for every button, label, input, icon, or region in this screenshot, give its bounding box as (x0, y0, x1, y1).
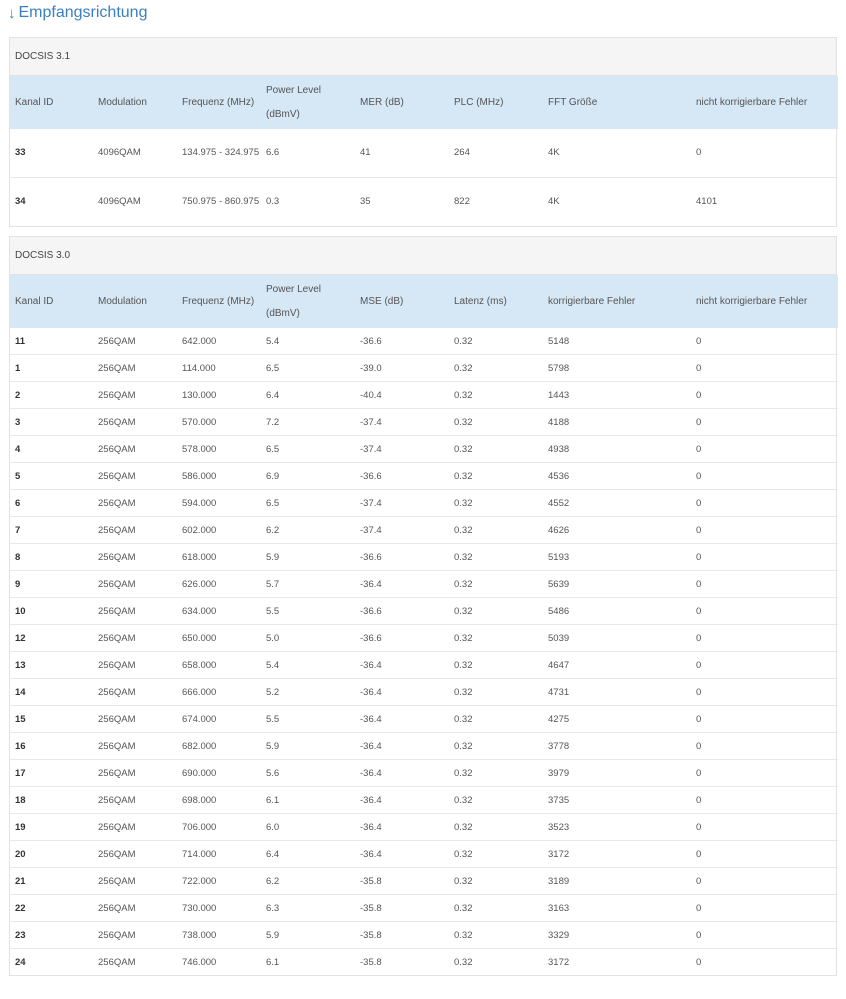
table-cell: 682.000 (177, 733, 261, 760)
table-cell: 4731 (543, 679, 691, 706)
docsis31-table (10, 76, 838, 226)
channel-id-cell: 2 (10, 382, 93, 409)
table-cell: 0 (691, 355, 838, 382)
table-cell: 0.32 (449, 652, 543, 679)
table-cell: 6.9 (261, 463, 355, 490)
column-header: MSE (dB) (355, 275, 449, 328)
table-row (10, 841, 838, 868)
table-cell: 698.000 (177, 787, 261, 814)
docsis30-panel (9, 236, 837, 976)
table-row (10, 625, 838, 652)
table-cell: 256QAM (93, 868, 177, 895)
table-cell: -36.6 (355, 625, 449, 652)
table-cell: 35 (360, 196, 371, 207)
table-row (10, 652, 838, 679)
table-cell: 0 (691, 571, 838, 598)
table-cell: 5039 (543, 625, 691, 652)
table-cell: 256QAM (93, 436, 177, 463)
table-cell: -35.8 (360, 956, 382, 968)
table-cell: 6.3 (261, 895, 355, 922)
section-heading-label: Empfangsrichtung (18, 4, 148, 21)
channel-id-cell: 20 (10, 841, 93, 868)
table-cell: 0 (691, 733, 838, 760)
table-row (10, 787, 838, 814)
column-header: Modulation (93, 76, 177, 129)
table-cell: -37.4 (355, 409, 449, 436)
table-cell: 0 (691, 706, 838, 733)
table-cell: 0.32 (449, 787, 543, 814)
table-cell: 256QAM (93, 598, 177, 625)
table-cell: 5.9 (261, 544, 355, 571)
channel-id-cell: 5 (10, 463, 93, 490)
table-cell: 0 (691, 922, 838, 949)
table-cell: 0 (691, 436, 838, 463)
table-cell: 0 (691, 463, 838, 490)
table-cell: 3172 (543, 841, 691, 868)
channel-id-cell: 11 (10, 328, 93, 355)
table-cell: 0 (691, 841, 838, 868)
table-cell: 3189 (543, 868, 691, 895)
table-row (10, 814, 838, 841)
table-cell: 256QAM (93, 787, 177, 814)
table-cell: 6.5 (261, 355, 355, 382)
column-header: MER (dB) (355, 76, 449, 129)
table-cell: 0.32 (454, 956, 473, 968)
table-cell: 714.000 (177, 841, 261, 868)
table-row (10, 922, 838, 949)
table-cell: 722.000 (177, 868, 261, 895)
table-cell: 256QAM (93, 544, 177, 571)
column-header: nicht korrigierbare Fehler (691, 275, 838, 328)
column-header: Power Level (dBmV) (261, 275, 355, 328)
table-cell: 5.6 (261, 760, 355, 787)
channel-id-cell: 23 (10, 922, 93, 949)
column-header: FFT Größe (543, 76, 691, 129)
table-cell: 4K (543, 129, 691, 178)
table-cell: 0 (691, 652, 838, 679)
channel-id-cell: 22 (10, 895, 93, 922)
table-cell: 650.000 (177, 625, 261, 652)
table-cell: 5.2 (261, 679, 355, 706)
table-cell: -36.4 (355, 787, 449, 814)
table-cell: -36.4 (355, 841, 449, 868)
table-cell: 0.32 (449, 382, 543, 409)
table-cell: 602.000 (177, 517, 261, 544)
table-cell: 0.32 (449, 571, 543, 598)
table-cell: 642.000 (177, 328, 261, 355)
table-row (10, 760, 838, 787)
table-cell: 4552 (543, 490, 691, 517)
table-cell: 0.32 (449, 463, 543, 490)
table-cell: 4K (548, 196, 560, 207)
table-row (10, 409, 838, 436)
table-cell: -36.6 (355, 598, 449, 625)
table-cell: 0 (691, 544, 838, 571)
docsis31-title: DOCSIS 3.1 (10, 38, 836, 76)
docsis30-table (10, 275, 838, 975)
docsis31-panel (9, 37, 837, 227)
table-cell: 3172 (548, 956, 570, 968)
table-cell: 256QAM (93, 760, 177, 787)
table-cell: 3163 (543, 895, 691, 922)
table-cell: -40.4 (355, 382, 449, 409)
channel-id-cell: 15 (10, 706, 93, 733)
column-header: nicht korrigierbare Fehler (691, 76, 838, 129)
table-cell: 5.4 (261, 652, 355, 679)
table-cell: 0.32 (449, 760, 543, 787)
table-cell: 0.32 (449, 733, 543, 760)
table-cell: 6.5 (261, 490, 355, 517)
table-cell: 5.7 (261, 571, 355, 598)
table-cell: 5.4 (261, 328, 355, 355)
docsis30-title: DOCSIS 3.0 (10, 237, 836, 275)
table-cell: 134.975 - 324.975 (177, 129, 261, 178)
table-cell: 0 (691, 382, 838, 409)
table-cell: 706.000 (177, 814, 261, 841)
table-row (10, 949, 838, 976)
table-cell: 4096QAM (93, 129, 177, 178)
table-cell: -35.8 (355, 895, 449, 922)
table-row (10, 517, 838, 544)
column-header: Frequenz (MHz) (177, 275, 261, 328)
table-header-row (10, 275, 838, 328)
table-cell: 750.975 - 860.975 (182, 196, 260, 207)
table-cell: 0.32 (449, 922, 543, 949)
table-cell: 256QAM (93, 922, 177, 949)
table-cell: 256QAM (93, 490, 177, 517)
table-row (10, 895, 838, 922)
table-cell: 0.32 (449, 517, 543, 544)
channel-id-cell: 6 (10, 490, 93, 517)
table-cell: 256QAM (93, 814, 177, 841)
table-cell: 666.000 (177, 679, 261, 706)
channel-id-cell: 1 (10, 355, 93, 382)
table-cell: 5.5 (261, 598, 355, 625)
table-cell: 634.000 (177, 598, 261, 625)
column-header: Power Level (dBmV) (261, 76, 355, 129)
table-cell: 0 (691, 895, 838, 922)
table-row (10, 598, 838, 625)
channel-id-cell: 33 (10, 129, 93, 178)
table-cell: 6.5 (261, 436, 355, 463)
table-cell: -35.8 (355, 868, 449, 895)
table-cell: 6.1 (261, 787, 355, 814)
table-cell: 0 (691, 787, 838, 814)
table-cell: 674.000 (177, 706, 261, 733)
table-cell: 0 (691, 517, 838, 544)
table-cell: 6.0 (261, 814, 355, 841)
table-cell: 0 (691, 490, 838, 517)
table-cell: 256QAM (93, 625, 177, 652)
section-heading (8, 2, 147, 24)
table-cell: -36.4 (355, 679, 449, 706)
table-cell: -36.4 (355, 733, 449, 760)
table-cell: 5639 (543, 571, 691, 598)
channel-id-cell: 7 (10, 517, 93, 544)
table-cell: 256QAM (93, 706, 177, 733)
table-cell: 5.0 (261, 625, 355, 652)
table-cell: -36.6 (355, 328, 449, 355)
table-cell: 0.32 (449, 625, 543, 652)
table-cell: 690.000 (177, 760, 261, 787)
table-cell: 5798 (543, 355, 691, 382)
table-cell: 570.000 (177, 409, 261, 436)
table-cell: -36.4 (355, 814, 449, 841)
table-cell: 256QAM (93, 895, 177, 922)
table-cell: 0.32 (449, 868, 543, 895)
table-cell: 256QAM (93, 355, 177, 382)
table-cell: 0 (691, 868, 838, 895)
table-cell: 5.9 (261, 733, 355, 760)
table-cell: -36.4 (355, 760, 449, 787)
table-cell: 256QAM (98, 956, 136, 968)
table-cell: -36.6 (355, 463, 449, 490)
table-cell: 0.32 (449, 895, 543, 922)
table-cell: -36.4 (355, 571, 449, 598)
column-header: Frequenz (MHz) (177, 76, 261, 129)
table-cell: 0 (696, 956, 702, 968)
table-cell: 0.3 (266, 196, 280, 207)
channel-id-cell: 24 (15, 956, 26, 968)
table-row (10, 382, 838, 409)
channel-id-cell: 3 (10, 409, 93, 436)
table-row (10, 436, 838, 463)
table-cell: 0.32 (449, 814, 543, 841)
table-cell: 4096QAM (98, 196, 141, 207)
table-cell: 0 (691, 598, 838, 625)
table-cell: 0 (691, 814, 838, 841)
table-cell: 3735 (543, 787, 691, 814)
table-cell: 5486 (543, 598, 691, 625)
channel-id-cell: 14 (10, 679, 93, 706)
table-row (10, 355, 838, 382)
table-cell: 256QAM (93, 409, 177, 436)
table-cell: 6.4 (261, 841, 355, 868)
table-cell: 0.32 (449, 841, 543, 868)
table-cell: 0 (691, 129, 838, 178)
channel-id-cell: 18 (10, 787, 93, 814)
table-cell: 0 (691, 760, 838, 787)
column-header: Kanal ID (10, 275, 93, 328)
column-header: korrigierbare Fehler (543, 275, 691, 328)
table-cell: -36.4 (355, 706, 449, 733)
table-cell: 7.2 (261, 409, 355, 436)
table-cell: 256QAM (93, 571, 177, 598)
table-cell: -37.4 (355, 517, 449, 544)
table-cell: 6.2 (261, 517, 355, 544)
table-cell: 256QAM (93, 328, 177, 355)
table-row (10, 490, 838, 517)
table-row (10, 679, 838, 706)
channel-id-cell: 4 (10, 436, 93, 463)
table-cell: 4626 (543, 517, 691, 544)
table-header-row (10, 76, 838, 129)
table-cell: -37.4 (355, 436, 449, 463)
table-cell: 6.4 (261, 382, 355, 409)
table-cell: 256QAM (93, 733, 177, 760)
column-header: Modulation (93, 275, 177, 328)
table-cell: 4188 (543, 409, 691, 436)
table-cell: 264 (449, 129, 543, 178)
column-header: PLC (MHz) (449, 76, 543, 129)
table-row (10, 571, 838, 598)
column-header: Latenz (ms) (449, 275, 543, 328)
table-cell: 114.000 (177, 355, 261, 382)
table-cell: 3778 (543, 733, 691, 760)
table-cell: 256QAM (93, 517, 177, 544)
table-cell: -35.8 (355, 922, 449, 949)
table-cell: 256QAM (93, 841, 177, 868)
table-cell: 0.32 (449, 328, 543, 355)
table-cell: 5148 (543, 328, 691, 355)
table-cell: 3329 (543, 922, 691, 949)
table-row (10, 544, 838, 571)
channel-id-cell: 16 (10, 733, 93, 760)
table-cell: 3523 (543, 814, 691, 841)
channel-id-cell: 13 (10, 652, 93, 679)
table-cell: 4647 (543, 652, 691, 679)
arrow-down-icon: ↓ (8, 4, 16, 22)
channel-id-cell: 21 (10, 868, 93, 895)
table-cell: 0.32 (449, 355, 543, 382)
column-header: Kanal ID (10, 76, 93, 129)
table-cell: 586.000 (177, 463, 261, 490)
table-cell: 5.5 (261, 706, 355, 733)
table-cell: 626.000 (177, 571, 261, 598)
table-row (10, 129, 838, 178)
table-cell: 0 (691, 409, 838, 436)
channel-id-cell: 12 (10, 625, 93, 652)
table-cell: 256QAM (93, 382, 177, 409)
channel-id-cell: 17 (10, 760, 93, 787)
table-cell: 5.9 (261, 922, 355, 949)
table-cell: 130.000 (177, 382, 261, 409)
table-row (10, 328, 838, 355)
table-cell: -37.4 (355, 490, 449, 517)
table-cell: 4275 (543, 706, 691, 733)
table-cell: 0.32 (449, 679, 543, 706)
channel-id-cell: 8 (10, 544, 93, 571)
table-cell: 746.000 (182, 956, 217, 968)
table-cell: 6.2 (261, 868, 355, 895)
table-row (10, 463, 838, 490)
table-cell: -36.4 (355, 652, 449, 679)
table-cell: 0.32 (449, 706, 543, 733)
channel-id-cell: 10 (10, 598, 93, 625)
table-cell: 0.32 (449, 490, 543, 517)
table-cell: 4938 (543, 436, 691, 463)
table-cell: 658.000 (177, 652, 261, 679)
table-cell: 822 (454, 196, 470, 207)
table-cell: 4536 (543, 463, 691, 490)
table-cell: 1443 (543, 382, 691, 409)
table-cell: 6.1 (266, 956, 280, 968)
channel-id-cell: 9 (10, 571, 93, 598)
table-cell: 0.32 (449, 544, 543, 571)
table-row (10, 706, 838, 733)
table-row (10, 868, 838, 895)
table-cell: 0 (691, 679, 838, 706)
table-row (10, 733, 838, 760)
channel-id-cell: 19 (10, 814, 93, 841)
table-cell: 6.6 (261, 129, 355, 178)
table-cell: 578.000 (177, 436, 261, 463)
table-cell: -36.6 (355, 544, 449, 571)
table-cell: 594.000 (177, 490, 261, 517)
table-cell: 0.32 (449, 436, 543, 463)
table-cell: 256QAM (93, 463, 177, 490)
table-cell: 3979 (543, 760, 691, 787)
table-row (10, 178, 838, 227)
table-cell: 41 (355, 129, 449, 178)
table-cell: 4101 (696, 196, 718, 207)
channel-id-cell: 34 (15, 196, 26, 207)
table-cell: 738.000 (177, 922, 261, 949)
table-cell: 0.32 (449, 409, 543, 436)
table-cell: 0 (691, 328, 838, 355)
table-cell: 256QAM (93, 652, 177, 679)
table-cell: -39.0 (355, 355, 449, 382)
table-cell: 5193 (543, 544, 691, 571)
table-cell: 0 (691, 625, 838, 652)
table-cell: 0.32 (449, 598, 543, 625)
table-cell: 730.000 (177, 895, 261, 922)
table-cell: 618.000 (177, 544, 261, 571)
table-cell: 256QAM (93, 679, 177, 706)
